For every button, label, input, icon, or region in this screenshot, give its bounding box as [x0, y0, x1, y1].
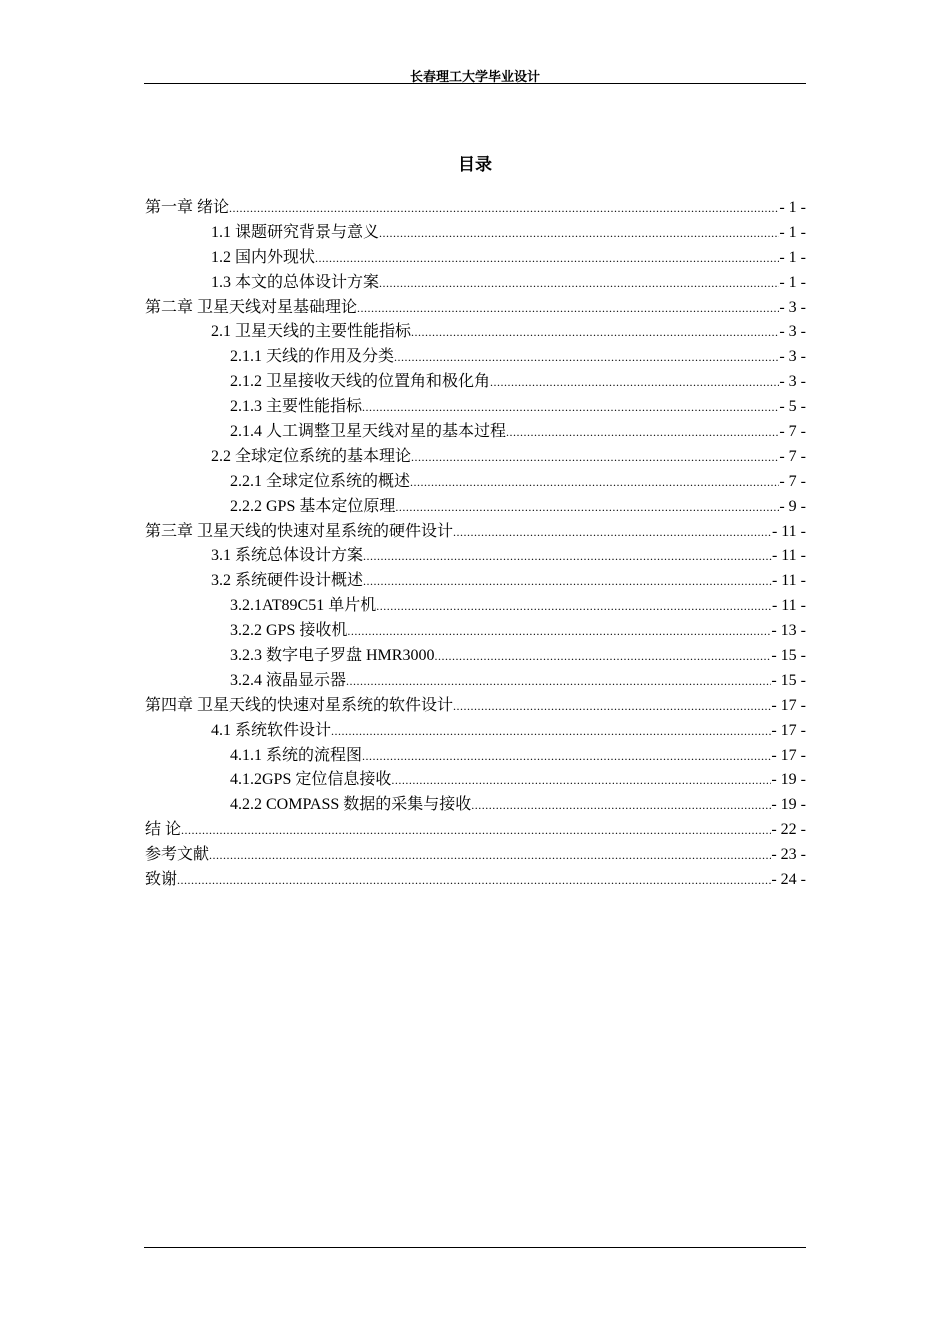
toc-entry-title: 2.1.3 主要性能指标 — [230, 398, 363, 416]
toc-dot-leader — [394, 345, 779, 370]
toc-entry-title: 结 论 — [145, 821, 182, 839]
toc-entry[interactable] — [145, 445, 806, 470]
toc-entry[interactable] — [145, 719, 806, 744]
toc-entry-page: - 11 - — [771, 597, 806, 615]
toc-entry-title: 第一章 绪论 — [145, 199, 230, 216]
toc-entry[interactable] — [145, 296, 806, 321]
toc-entry-page: - 11 - — [771, 547, 806, 565]
toc-entry[interactable] — [145, 744, 806, 769]
toc-entry-title: 2.2 全球定位系统的基本理论 — [211, 447, 412, 465]
toc-entry[interactable] — [145, 495, 806, 520]
toc-entry-page: - 7 - — [779, 472, 806, 490]
toc-entry-title: 2.1.2 卫星接收天线的位置角和极化角 — [230, 373, 491, 391]
toc-entry-title: 参考文献 — [145, 846, 210, 864]
toc-entry-title: 4.2.2 COMPASS 数据的采集与接收 — [230, 796, 472, 814]
toc-entry[interactable] — [145, 271, 806, 296]
toc-dot-leader — [411, 320, 779, 345]
toc-entry-title: 2.2.1 全球定位系统的概述 — [230, 472, 411, 490]
toc-dot-leader — [411, 445, 779, 470]
toc-entry[interactable] — [145, 345, 806, 370]
toc-entry-page: - 1 - — [779, 248, 806, 266]
toc-entry-page: - 17 - — [771, 746, 806, 764]
toc-entry-page: - 15 - — [771, 671, 806, 689]
toc-entry-page: - 24 - — [771, 871, 806, 889]
toc-entry[interactable] — [145, 669, 806, 694]
toc-dot-leader — [379, 271, 779, 296]
toc-entry-title: 3.1 系统总体设计方案 — [211, 547, 364, 565]
header-rule — [144, 83, 806, 84]
toc-entry-page: - 3 - — [779, 373, 806, 391]
toc-dot-leader — [506, 420, 779, 445]
toc-dot-leader — [379, 221, 779, 246]
toc-entry-page: - 11 - — [771, 572, 806, 590]
toc-dot-leader — [490, 370, 779, 395]
toc-entry-title: 3.2.1AT89C51 单片机 — [230, 597, 377, 615]
toc-entry-title: 1.2 国内外现状 — [211, 248, 316, 266]
toc-entry-page: - 11 - — [771, 522, 806, 540]
toc-entry-page: - 3 - — [779, 348, 806, 366]
toc-entry-title: 3.2.4 液晶显示器 — [230, 671, 347, 689]
toc-entry[interactable] — [145, 221, 806, 246]
toc-entry-page: - 15 - — [771, 647, 806, 665]
toc-entry[interactable] — [145, 470, 806, 495]
toc-dot-leader — [471, 793, 771, 818]
toc-entry-page: - 3 - — [779, 323, 806, 341]
toc-entry-title: 3.2 系统硬件设计概述 — [211, 572, 364, 590]
toc-entry[interactable] — [145, 694, 806, 719]
toc-entry[interactable] — [145, 868, 806, 893]
toc-entry-title: 4.1.2GPS 定位信息接收 — [230, 771, 392, 789]
toc-entry-page: - 9 - — [779, 497, 806, 515]
toc-entry-page: - 5 - — [779, 398, 806, 416]
toc-entry[interactable] — [145, 395, 806, 420]
toc-entry-title: 第三章 卫星天线的快速对星系统的硬件设计 — [145, 522, 454, 540]
toc-dot-leader — [434, 644, 771, 669]
toc-dot-leader — [177, 868, 771, 893]
toc-entry-title: 2.1.4 人工调整卫星天线对星的基本过程 — [230, 423, 507, 441]
toc-entry[interactable] — [145, 793, 806, 818]
table-of-contents — [145, 196, 806, 893]
toc-entry-page: - 13 - — [771, 622, 806, 640]
toc-dot-leader — [347, 619, 771, 644]
toc-entry[interactable] — [145, 644, 806, 669]
toc-dot-leader — [453, 520, 772, 545]
toc-entry[interactable] — [145, 619, 806, 644]
toc-entry-title: 3.2.2 GPS 接收机 — [230, 622, 348, 640]
toc-entry[interactable] — [145, 594, 806, 619]
toc-entry-page: - 7 - — [779, 423, 806, 441]
toc-dot-leader — [181, 818, 771, 843]
toc-entry-page: - 1 - — [779, 199, 806, 216]
toc-entry-title: 2.2.2 GPS 基本定位原理 — [230, 497, 396, 515]
toc-title: 目录 — [458, 155, 492, 175]
toc-entry-title: 第四章 卫星天线的快速对星系统的软件设计 — [145, 696, 454, 714]
toc-entry-title: 2.1 卫星天线的主要性能指标 — [211, 323, 412, 341]
toc-dot-leader — [410, 470, 779, 495]
toc-dot-leader — [363, 569, 772, 594]
toc-dot-leader — [229, 196, 779, 221]
toc-entry-page: - 1 - — [779, 273, 806, 291]
toc-entry-page: - 3 - — [779, 298, 806, 316]
toc-entry-page: - 23 - — [771, 846, 806, 864]
toc-entry-title: 3.2.3 数字电子罗盘 HMR3000 — [230, 647, 435, 665]
toc-dot-leader — [362, 744, 771, 769]
toc-entry-title: 1.3 本文的总体设计方案 — [211, 273, 380, 291]
toc-entry-page: - 22 - — [771, 821, 806, 839]
toc-entry-title: 4.1 系统软件设计 — [211, 721, 332, 739]
toc-entry-title: 2.1.1 天线的作用及分类 — [230, 348, 395, 366]
toc-dot-leader — [357, 296, 779, 321]
toc-entry[interactable] — [145, 544, 806, 569]
toc-dot-leader — [209, 843, 771, 868]
toc-entry[interactable] — [145, 768, 806, 793]
toc-dot-leader — [376, 594, 772, 619]
toc-entry-page: - 17 - — [771, 696, 806, 714]
toc-dot-leader — [331, 719, 771, 744]
toc-entry-page: - 7 - — [779, 447, 806, 465]
toc-entry[interactable] — [145, 520, 806, 545]
toc-entry[interactable] — [145, 569, 806, 594]
toc-entry[interactable] — [145, 320, 806, 345]
toc-entry-page: - 1 - — [779, 223, 806, 241]
toc-entry-title: 1.1 课题研究背景与意义 — [211, 223, 380, 241]
toc-entry[interactable] — [145, 420, 806, 445]
toc-entry-title: 致谢 — [145, 871, 178, 889]
toc-dot-leader — [315, 246, 779, 271]
toc-entry[interactable] — [145, 818, 806, 843]
toc-entry-page: - 19 - — [771, 771, 806, 789]
toc-entry-page: - 17 - — [771, 721, 806, 739]
toc-dot-leader — [391, 768, 771, 793]
toc-dot-leader — [346, 669, 771, 694]
toc-entry[interactable] — [145, 843, 806, 868]
toc-entry-title: 4.1.1 系统的流程图 — [230, 746, 363, 764]
toc-dot-leader — [362, 395, 779, 420]
toc-dot-leader — [453, 694, 771, 719]
page-header-title: 长春理工大学毕业设计 — [409, 70, 540, 85]
toc-entry-title: 第二章 卫星天线对星基础理论 — [145, 298, 358, 316]
toc-entry-page: - 19 - — [771, 796, 806, 814]
toc-entry[interactable] — [145, 196, 806, 221]
footer-rule — [144, 1247, 806, 1248]
toc-dot-leader — [395, 495, 779, 520]
toc-entry[interactable] — [145, 246, 806, 271]
toc-entry[interactable] — [145, 370, 806, 395]
toc-dot-leader — [363, 544, 772, 569]
